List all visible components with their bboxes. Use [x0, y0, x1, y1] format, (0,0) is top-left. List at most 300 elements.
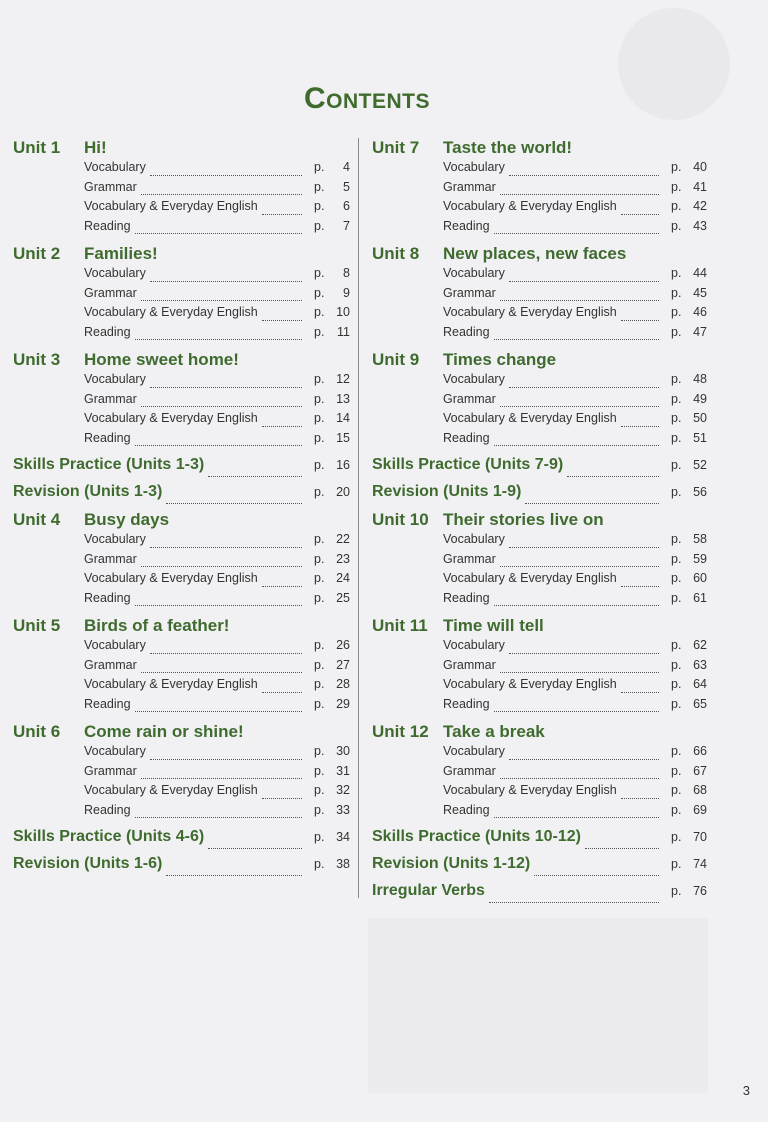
dot-leader	[150, 759, 302, 760]
page-ref	[314, 857, 350, 871]
unit-number: Unit 3	[13, 350, 61, 369]
page-prefix: p.	[671, 857, 682, 871]
page-number-value: 68	[693, 783, 707, 797]
toc-entry-label: Vocabulary & Everyday English	[84, 571, 258, 585]
page-prefix: p.	[314, 285, 325, 300]
page-number-value: 11	[337, 324, 350, 339]
dot-leader	[166, 503, 302, 504]
page-prefix: p.	[314, 458, 325, 472]
page-prefix: p.	[314, 783, 325, 797]
toc-section-entry[interactable]	[372, 882, 707, 909]
page-number-value: 14	[336, 411, 350, 425]
page-prefix: p.	[671, 430, 682, 445]
toc-entry[interactable]	[372, 431, 707, 451]
toc-entry[interactable]	[372, 305, 707, 325]
page-number-value: 67	[693, 763, 707, 778]
page-number-value: 13	[336, 391, 350, 406]
page-ref	[671, 532, 707, 546]
toc-entry[interactable]	[13, 552, 350, 572]
unit-block	[372, 350, 707, 450]
toc-entry[interactable]	[372, 571, 707, 591]
toc-entry-label: Reading	[443, 802, 490, 817]
page-prefix: p.	[671, 763, 682, 778]
page-number-value: 49	[693, 391, 707, 406]
page-number-value: 52	[693, 458, 707, 472]
page-number-value: 24	[336, 571, 350, 585]
unit-number: Unit 11	[372, 616, 428, 635]
page-prefix: p.	[314, 763, 325, 778]
page-prefix: p.	[671, 305, 682, 319]
dot-leader	[509, 547, 659, 548]
section-label: Skills Practice (Units 4-6)	[13, 828, 205, 845]
page-number-value: 69	[693, 802, 707, 817]
dot-leader	[150, 281, 302, 282]
toc-entry[interactable]	[372, 764, 707, 784]
dot-leader	[621, 426, 659, 427]
toc-entry[interactable]	[13, 591, 350, 611]
page-ref	[671, 658, 707, 672]
dot-leader	[135, 711, 302, 712]
unit-title: Come rain or shine!	[84, 722, 244, 741]
page-ref	[671, 591, 707, 605]
page-number-value: 70	[693, 830, 707, 844]
unit-number: Unit 10	[372, 510, 429, 529]
page-number-value: 30	[336, 744, 350, 758]
dot-leader	[135, 445, 302, 446]
section-label: Revision (Units 1-3)	[13, 483, 163, 500]
page-prefix: p.	[314, 677, 325, 691]
page-ref	[314, 431, 350, 445]
dot-leader	[208, 476, 302, 477]
unit-heading	[372, 138, 707, 160]
page-ref	[314, 392, 350, 406]
dot-leader	[621, 798, 659, 799]
dot-leader	[135, 817, 302, 818]
page-ref	[314, 286, 350, 300]
page-prefix: p.	[671, 657, 682, 672]
page-number-value: 51	[693, 430, 707, 445]
toc-section-entry[interactable]	[13, 456, 350, 483]
toc-entry-label: Vocabulary	[84, 266, 146, 280]
unit-heading	[13, 244, 350, 266]
dot-leader	[494, 445, 659, 446]
page-prefix: p.	[671, 802, 682, 817]
toc-entry[interactable]	[372, 591, 707, 611]
page-prefix: p.	[671, 551, 682, 566]
toc-entry[interactable]	[372, 286, 707, 306]
page-ref	[671, 783, 707, 797]
toc-entry-label: Vocabulary	[443, 372, 505, 386]
page-prefix: p.	[314, 744, 325, 758]
toc-entry[interactable]	[13, 697, 350, 717]
dot-leader	[135, 233, 302, 234]
section-label: Skills Practice (Units 1-3)	[13, 456, 205, 473]
page-ref	[314, 160, 350, 174]
toc-entry-label: Grammar	[443, 391, 496, 406]
dot-leader	[621, 692, 659, 693]
unit-title: New places, new faces	[443, 244, 627, 263]
toc-entry-label: Grammar	[443, 551, 496, 566]
page-prefix: p.	[314, 324, 325, 339]
page-prefix: p.	[314, 199, 325, 213]
toc-entry-label: Vocabulary & Everyday English	[443, 411, 617, 425]
page-prefix: p.	[314, 657, 325, 672]
page-prefix: p.	[314, 430, 325, 445]
page-number-value: 50	[693, 411, 707, 425]
toc-entry-label: Vocabulary	[84, 532, 146, 546]
dot-leader	[150, 547, 302, 548]
page-prefix: p.	[314, 638, 325, 652]
page-number-value: 8	[343, 266, 350, 280]
toc-entry[interactable]	[13, 325, 350, 345]
toc-entry-label: Grammar	[84, 285, 137, 300]
toc-entry-label: Reading	[84, 218, 131, 233]
page-number-value: 4	[343, 160, 350, 174]
toc-entry[interactable]	[372, 552, 707, 572]
page-ref	[671, 219, 707, 233]
toc-entry-label: Vocabulary	[443, 266, 505, 280]
page-number-value: 5	[343, 179, 350, 194]
toc-section-entry[interactable]	[13, 483, 350, 510]
page-number-value: 47	[693, 324, 707, 339]
page-prefix: p.	[671, 179, 682, 194]
toc-entry-label: Vocabulary	[84, 160, 146, 174]
toc-entry-label: Vocabulary	[84, 744, 146, 758]
page-number-value: 58	[693, 532, 707, 546]
page-number-value: 33	[336, 802, 350, 817]
unit-heading	[372, 510, 707, 532]
page-number-value: 7	[343, 218, 350, 233]
toc-entry-label: Grammar	[84, 763, 137, 778]
page-prefix: p.	[314, 179, 325, 194]
page-prefix: p.	[671, 199, 682, 213]
toc-entry-label: Vocabulary & Everyday English	[443, 305, 617, 319]
unit-block	[372, 722, 707, 822]
toc-entry[interactable]	[372, 180, 707, 200]
toc-entry-label: Vocabulary & Everyday English	[84, 783, 258, 797]
toc-entry[interactable]	[13, 160, 350, 180]
page-number-value: 41	[693, 179, 707, 194]
toc-entry-label: Vocabulary	[443, 744, 505, 758]
unit-heading	[13, 510, 350, 532]
page-number-value: 10	[336, 305, 350, 319]
unit-number: Unit 4	[13, 510, 61, 529]
dot-leader	[494, 339, 659, 340]
page-ref	[671, 830, 707, 844]
toc-entry-label: Vocabulary	[443, 160, 505, 174]
unit-title: Home sweet home!	[84, 350, 239, 369]
page-number-value: 26	[336, 638, 350, 652]
dot-leader	[494, 711, 659, 712]
page-prefix: p.	[671, 372, 682, 386]
unit-number: Unit 6	[13, 722, 61, 741]
toc-section-entry[interactable]	[372, 456, 707, 483]
dot-leader	[509, 387, 659, 388]
page-prefix: p.	[671, 830, 682, 844]
unit-block	[13, 722, 350, 822]
page-ref	[314, 266, 350, 280]
page-prefix: p.	[671, 590, 682, 605]
page-number-value: 27	[336, 657, 350, 672]
page-prefix: p.	[314, 551, 325, 566]
page-ref	[671, 677, 707, 691]
dot-leader	[262, 214, 302, 215]
toc-entry[interactable]	[372, 697, 707, 717]
page-prefix: p.	[314, 802, 325, 817]
column-divider	[358, 138, 359, 898]
page-prefix: p.	[314, 571, 325, 585]
unit-block	[372, 244, 707, 344]
page-ref	[314, 305, 350, 319]
page-prefix: p.	[314, 830, 325, 844]
page-ref	[314, 411, 350, 425]
page-prefix: p.	[671, 571, 682, 585]
dot-leader	[262, 586, 302, 587]
page-prefix: p.	[314, 590, 325, 605]
page-ref	[671, 803, 707, 817]
dot-leader	[150, 175, 302, 176]
dot-leader	[494, 817, 659, 818]
page-ref	[314, 677, 350, 691]
toc-entry[interactable]	[13, 219, 350, 239]
dot-leader	[141, 672, 302, 673]
dot-leader	[150, 387, 302, 388]
unit-block	[372, 138, 707, 238]
page-number-value: 65	[693, 696, 707, 711]
section-label: Revision (Units 1-6)	[13, 855, 163, 872]
contents-left-column	[13, 138, 350, 882]
toc-entry[interactable]	[13, 286, 350, 306]
dot-leader	[509, 281, 659, 282]
page-prefix: p.	[671, 266, 682, 280]
toc-entry[interactable]	[372, 638, 707, 658]
page-number-value: 48	[693, 372, 707, 386]
toc-entry[interactable]	[13, 411, 350, 431]
page-prefix: p.	[314, 391, 325, 406]
toc-entry-label: Grammar	[84, 551, 137, 566]
page-ref	[671, 411, 707, 425]
toc-entry-label: Reading	[84, 430, 131, 445]
toc-entry[interactable]	[13, 744, 350, 764]
toc-entry[interactable]	[372, 803, 707, 823]
toc-entry[interactable]	[13, 532, 350, 552]
toc-entry-label: Vocabulary & Everyday English	[84, 199, 258, 213]
toc-section-entry[interactable]	[372, 828, 707, 855]
toc-entry-label: Vocabulary & Everyday English	[84, 305, 258, 319]
page-prefix: p.	[314, 305, 325, 319]
dot-leader	[262, 692, 302, 693]
page-ref	[314, 199, 350, 213]
toc-entry[interactable]	[372, 199, 707, 219]
dot-leader	[141, 300, 302, 301]
toc-section-entry[interactable]	[372, 483, 707, 510]
page-ref	[671, 325, 707, 339]
toc-entry-label: Reading	[84, 590, 131, 605]
unit-number: Unit 12	[372, 722, 429, 741]
page-ref	[671, 199, 707, 213]
dot-leader	[525, 503, 659, 504]
toc-entry[interactable]	[13, 180, 350, 200]
unit-heading	[13, 722, 350, 744]
dot-leader	[135, 605, 302, 606]
page-prefix: p.	[671, 160, 682, 174]
page-ref	[671, 431, 707, 445]
unit-heading	[372, 350, 707, 372]
page-number-value: 56	[693, 485, 707, 499]
page-number-value: 63	[693, 657, 707, 672]
dot-leader	[534, 875, 659, 876]
toc-entry-label: Reading	[443, 590, 490, 605]
page-number-value: 66	[693, 744, 707, 758]
toc-entry-label: Reading	[84, 324, 131, 339]
unit-title: Hi!	[84, 138, 107, 157]
page-prefix: p.	[314, 411, 325, 425]
page-number-value: 25	[336, 590, 350, 605]
page-number-value: 9	[343, 285, 350, 300]
toc-entry[interactable]	[13, 571, 350, 591]
page-ref	[314, 458, 350, 472]
unit-title: Busy days	[84, 510, 170, 529]
toc-entry[interactable]	[13, 764, 350, 784]
dot-leader	[500, 194, 659, 195]
dot-leader	[141, 194, 302, 195]
unit-block	[13, 350, 350, 450]
page-ref	[671, 697, 707, 711]
toc-entry-label: Grammar	[84, 657, 137, 672]
page-ref	[671, 372, 707, 386]
unit-block	[13, 244, 350, 344]
dot-leader	[494, 605, 659, 606]
toc-entry-label: Reading	[443, 324, 490, 339]
toc-entry[interactable]	[13, 266, 350, 286]
dot-leader	[141, 406, 302, 407]
toc-entry-label: Vocabulary & Everyday English	[443, 677, 617, 691]
toc-entry[interactable]	[372, 783, 707, 803]
toc-entry[interactable]	[372, 219, 707, 239]
toc-entry[interactable]	[372, 325, 707, 345]
toc-entry[interactable]	[372, 677, 707, 697]
toc-entry[interactable]	[372, 411, 707, 431]
page-ref	[671, 764, 707, 778]
dot-leader	[208, 848, 302, 849]
toc-entry[interactable]	[372, 532, 707, 552]
toc-entry[interactable]	[372, 160, 707, 180]
toc-entry[interactable]	[13, 677, 350, 697]
page-prefix: p.	[314, 160, 325, 174]
toc-entry-label: Grammar	[443, 657, 496, 672]
page-number-value: 76	[693, 884, 707, 898]
section-label: Irregular Verbs	[372, 882, 485, 899]
page-number-value: 15	[336, 430, 350, 445]
page-prefix: p.	[671, 285, 682, 300]
page-ref	[314, 830, 350, 844]
unit-block	[372, 510, 707, 610]
toc-entry-label: Vocabulary	[84, 638, 146, 652]
dot-leader	[585, 848, 659, 849]
page-ref	[671, 305, 707, 319]
unit-heading	[372, 722, 707, 744]
page-ref	[671, 857, 707, 871]
page-number-value: 23	[336, 551, 350, 566]
toc-entry-label: Vocabulary & Everyday English	[443, 199, 617, 213]
toc-entry-label: Vocabulary	[84, 372, 146, 386]
page-ref	[671, 485, 707, 499]
toc-entry[interactable]	[13, 392, 350, 412]
toc-entry-label: Vocabulary & Everyday English	[84, 677, 258, 691]
unit-title: Times change	[443, 350, 557, 369]
page-prefix: p.	[671, 485, 682, 499]
unit-heading	[13, 138, 350, 160]
unit-block	[372, 616, 707, 716]
dot-leader	[262, 426, 302, 427]
page-number-value: 28	[336, 677, 350, 691]
page-number-value: 20	[336, 485, 350, 499]
toc-entry[interactable]	[13, 638, 350, 658]
page-number-value: 22	[336, 532, 350, 546]
toc-entry[interactable]	[13, 372, 350, 392]
dot-leader	[500, 778, 659, 779]
toc-entry[interactable]	[13, 803, 350, 823]
toc-entry[interactable]	[372, 392, 707, 412]
dot-leader	[509, 759, 659, 760]
toc-section-entry[interactable]	[13, 855, 350, 882]
page-ref	[314, 764, 350, 778]
page-ref	[314, 658, 350, 672]
dot-leader	[500, 566, 659, 567]
toc-section-entry[interactable]	[372, 855, 707, 882]
toc-entry[interactable]	[13, 305, 350, 325]
toc-entry-label: Grammar	[84, 179, 137, 194]
page-number-value: 29	[336, 696, 350, 711]
unit-heading	[372, 244, 707, 266]
page-number-value: 46	[693, 305, 707, 319]
unit-number: Unit 5	[13, 616, 61, 635]
page-ref	[314, 372, 350, 386]
page-number-value: 34	[336, 830, 350, 844]
toc-entry[interactable]	[13, 658, 350, 678]
toc-entry[interactable]	[13, 783, 350, 803]
unit-title: Families!	[84, 244, 158, 263]
page-number-value: 12	[336, 372, 350, 386]
dot-leader	[166, 875, 302, 876]
unit-title: Their stories live on	[443, 510, 604, 529]
page-number-value: 31	[336, 763, 350, 778]
unit-title: Birds of a feather!	[84, 616, 230, 635]
toc-entry-label: Reading	[443, 430, 490, 445]
toc-entry[interactable]	[372, 266, 707, 286]
page-number-value: 32	[336, 783, 350, 797]
toc-entry-label: Vocabulary & Everyday English	[84, 411, 258, 425]
page-number: 3	[742, 1083, 750, 1098]
toc-entry-label: Reading	[443, 696, 490, 711]
background-showthrough-panel	[368, 918, 708, 1093]
page-prefix: p.	[671, 391, 682, 406]
page-number-value: 64	[693, 677, 707, 691]
page-number-value: 60	[693, 571, 707, 585]
toc-entry[interactable]	[372, 658, 707, 678]
toc-entry[interactable]	[13, 431, 350, 451]
page-prefix: p.	[671, 458, 682, 472]
toc-entry-label: Vocabulary & Everyday English	[443, 571, 617, 585]
toc-entry[interactable]	[13, 199, 350, 219]
page-number-value: 44	[693, 266, 707, 280]
dot-leader	[141, 566, 302, 567]
toc-section-entry[interactable]	[13, 828, 350, 855]
unit-block	[13, 616, 350, 716]
page-prefix: p.	[314, 485, 325, 499]
toc-entry[interactable]	[372, 744, 707, 764]
toc-entry[interactable]	[372, 372, 707, 392]
